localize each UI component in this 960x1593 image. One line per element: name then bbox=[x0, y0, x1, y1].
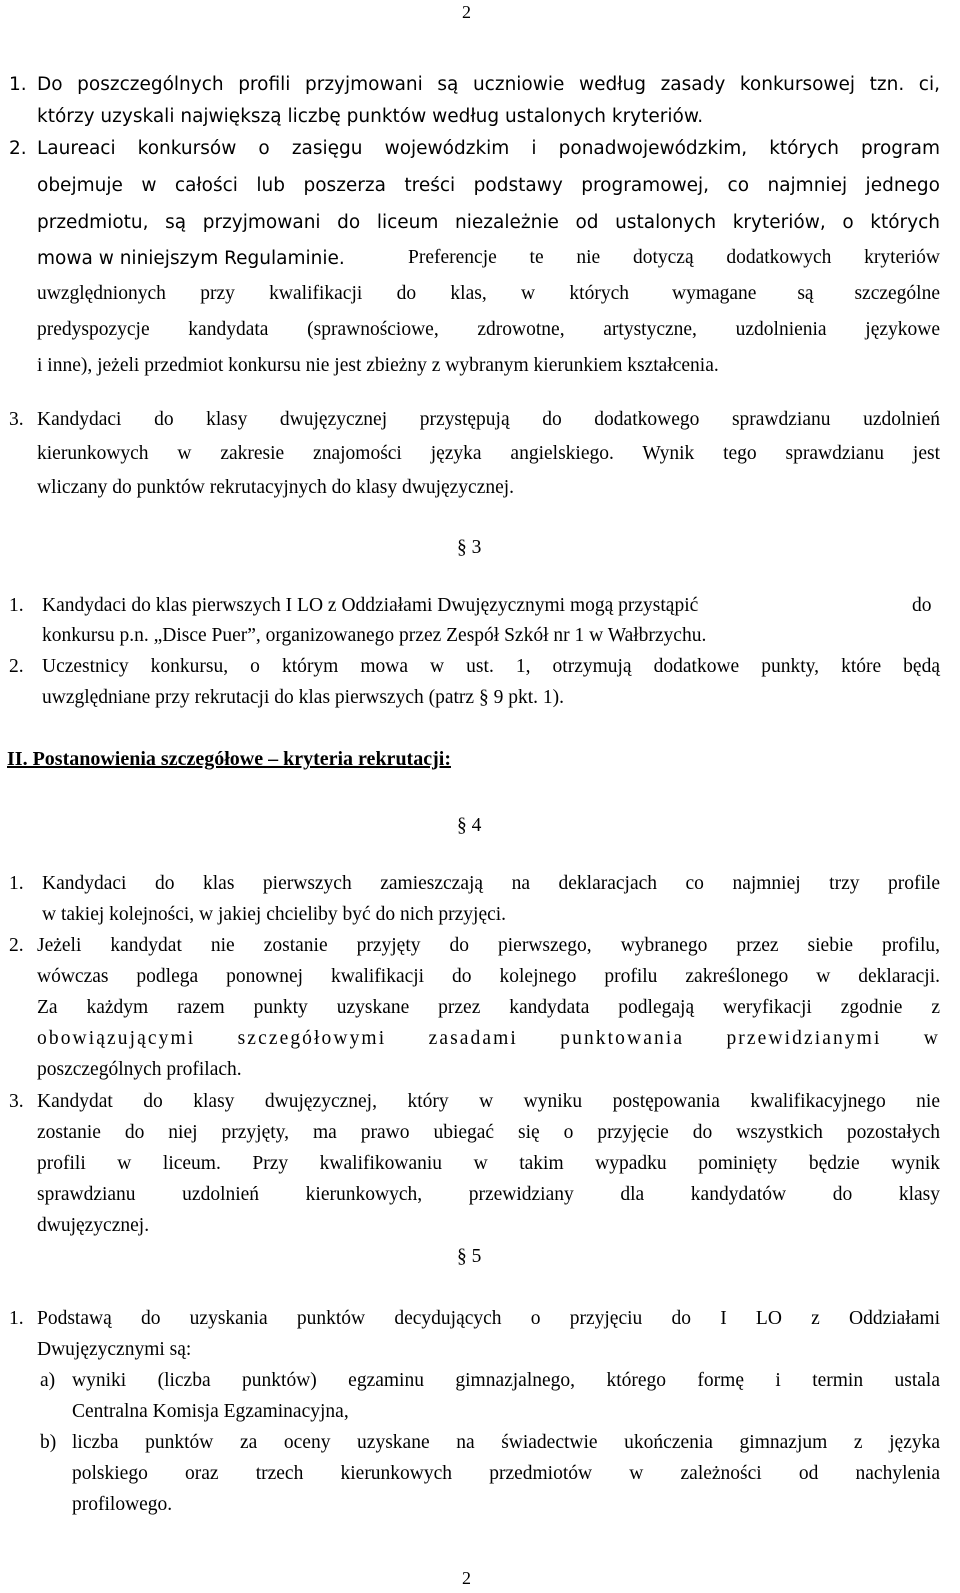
s2-item2-number: 2. bbox=[9, 138, 27, 159]
s3-heading: § 3 bbox=[457, 537, 482, 558]
s3-item1-number: 1. bbox=[9, 595, 24, 616]
s2-item2-line: przedmiotu, są przyjmowani do liceum niezależnie od ustalonych kryteriów, o których bbox=[37, 212, 940, 233]
s5-item1-line: Dwujęzycznymi są: bbox=[37, 1339, 192, 1360]
s4-item1-line: w takiej kolejności, w jakiej chcieliby być do nich przyjęci. bbox=[42, 904, 507, 925]
s5-item-a-line: Centralna Komisja Egzaminacyjna, bbox=[72, 1401, 349, 1422]
s2-item2-serif-line: i inne), jeżeli przedmiot konkursu nie jest zbieżny z wybranym kierunkiem kształcenia. bbox=[37, 355, 719, 376]
s5-item-a-label: a) bbox=[40, 1370, 56, 1391]
s3-item1-line: Kandydaci do klas pierwszych I LO z Oddziałami Dwujęzycznymi mogą przystąpić bbox=[42, 595, 699, 616]
s4-item3-line: sprawdzianu uzdolnień kierunkowych, przewidziany dla kandydatów do klasy bbox=[37, 1184, 940, 1205]
s3-item1-line: do bbox=[912, 595, 932, 616]
s4-item3-line: dwujęzycznej. bbox=[37, 1215, 150, 1236]
s4-item3-number: 3. bbox=[9, 1091, 24, 1112]
s4-item2-line: Za każdym razem punkty uzyskane przez kandydata podlegają weryfikacji zgodnie z bbox=[37, 997, 940, 1018]
s3-item1-line: konkursu p.n. „Disce Puer”, organizowanego przez Zespół Szkół nr 1 w Wałbrzychu. bbox=[42, 625, 707, 646]
s2-item1-number: 1. bbox=[9, 74, 27, 95]
s2-item2-line: mowa w niniejszym Regulaminie. bbox=[37, 248, 345, 269]
s5-item-b-line: polskiego oraz trzech kierunkowych przedmiotów w zależności od nachylenia bbox=[72, 1463, 940, 1484]
s2-item2-serif-line: Preferencje te nie dotyczą dodatkowych kryteriów bbox=[408, 247, 940, 268]
s5-item1-number: 1. bbox=[9, 1308, 24, 1329]
s3-item2-line: uwzględniane przy rekrutacji do klas pierwszych (patrz § 9 pkt. 1). bbox=[42, 687, 564, 708]
s2-item1-line: Do poszczególnych profili przyjmowani są uczniowie według zasady konkursowej tzn. ci, bbox=[37, 74, 940, 95]
s2-item3-line: kierunkowych w zakresie znajomości języka angielskiego. Wynik tego sprawdzianu jest bbox=[37, 443, 940, 464]
s2-item2-serif-line: uwzględnionych przy kwalifikacji do klas, w których bbox=[37, 283, 629, 304]
s5-heading: § 5 bbox=[457, 1246, 482, 1267]
s5-item1-line: Podstawą do uzyskania punktów decydujących o przyjęciu do I LO z Oddziałami bbox=[37, 1308, 940, 1329]
s4-item3-line: zostanie do niej przyjęty, ma prawo ubiegać się o przyjęcie do wszystkich pozostałych bbox=[37, 1122, 940, 1143]
s5-item-a-line: wyniki (liczba punktów) egzaminu gimnazjalnego, którego formę i termin ustala bbox=[72, 1370, 940, 1391]
page-number-bottom: 2 bbox=[462, 1568, 471, 1588]
s4-item2-line: obowiązującymi szczegółowymi zasadami punktowania przewidzianymi w bbox=[37, 1028, 940, 1049]
s4-item2-line: poszczególnych profilach. bbox=[37, 1059, 242, 1080]
page-number-top: 2 bbox=[462, 2, 471, 22]
s4-item3-line: profili w liceum. Przy kwalifikowaniu w takim wypadku pominięty będzie wynik bbox=[37, 1153, 940, 1174]
s2-item2-serif-line: predyspozycje kandydata (sprawnościowe, zdrowotne, artystyczne, uzdolnienia językowe bbox=[37, 319, 940, 340]
s4-item2-line: wówczas podlega ponownej kwalifikacji do kolejnego profilu zakreślonego w deklaracji. bbox=[37, 966, 940, 987]
s2-item3-line: Kandydaci do klasy dwujęzycznej przystępują do dodatkowego sprawdzianu uzdolnień bbox=[37, 409, 940, 430]
s4-item2-number: 2. bbox=[9, 935, 24, 956]
s2-item3-number: 3. bbox=[9, 409, 24, 430]
s2-item2-line: obejmuje w całości lub poszerza treści podstawy programowej, co najmniej jednego bbox=[37, 175, 940, 196]
s2-item3-line: wliczany do punktów rekrutacyjnych do klasy dwujęzycznej. bbox=[37, 477, 515, 498]
s4-item1-line: Kandydaci do klas pierwszych zamieszczają na deklaracjach co najmniej trzy profile bbox=[42, 873, 940, 894]
s5-item-b-label: b) bbox=[40, 1432, 57, 1453]
s4-heading: § 4 bbox=[457, 815, 482, 836]
s4-item1-number: 1. bbox=[9, 873, 24, 894]
s4-item3-line: Kandydat do klasy dwujęzycznej, który w wyniku postępowania kwalifikacyjnego nie bbox=[37, 1091, 940, 1112]
s2-item2-serif-line: wymagane są szczególne bbox=[672, 283, 940, 304]
s2-item1-line: którzy uzyskali największą liczbę punktów według ustalonych kryteriów. bbox=[37, 106, 704, 127]
section-heading: II. Postanowienia szczegółowe – kryteria rekrutacji: bbox=[7, 748, 451, 770]
s2-item2-line: Laureaci konkursów o zasięgu wojewódzkim i ponadwojewódzkim, których program bbox=[37, 138, 940, 159]
s5-item-b-line: profilowego. bbox=[72, 1494, 173, 1515]
s5-item-b-line: liczba punktów za oceny uzyskane na świadectwie ukończenia gimnazjum z języka bbox=[72, 1432, 940, 1453]
s4-item2-line: Jeżeli kandydat nie zostanie przyjęty do pierwszego, wybranego przez siebie profilu, bbox=[37, 935, 940, 956]
s3-item2-line: Uczestnicy konkursu, o którym mowa w ust. 1, otrzymują dodatkowe punkty, które będą bbox=[42, 656, 940, 677]
s3-item2-number: 2. bbox=[9, 656, 24, 677]
